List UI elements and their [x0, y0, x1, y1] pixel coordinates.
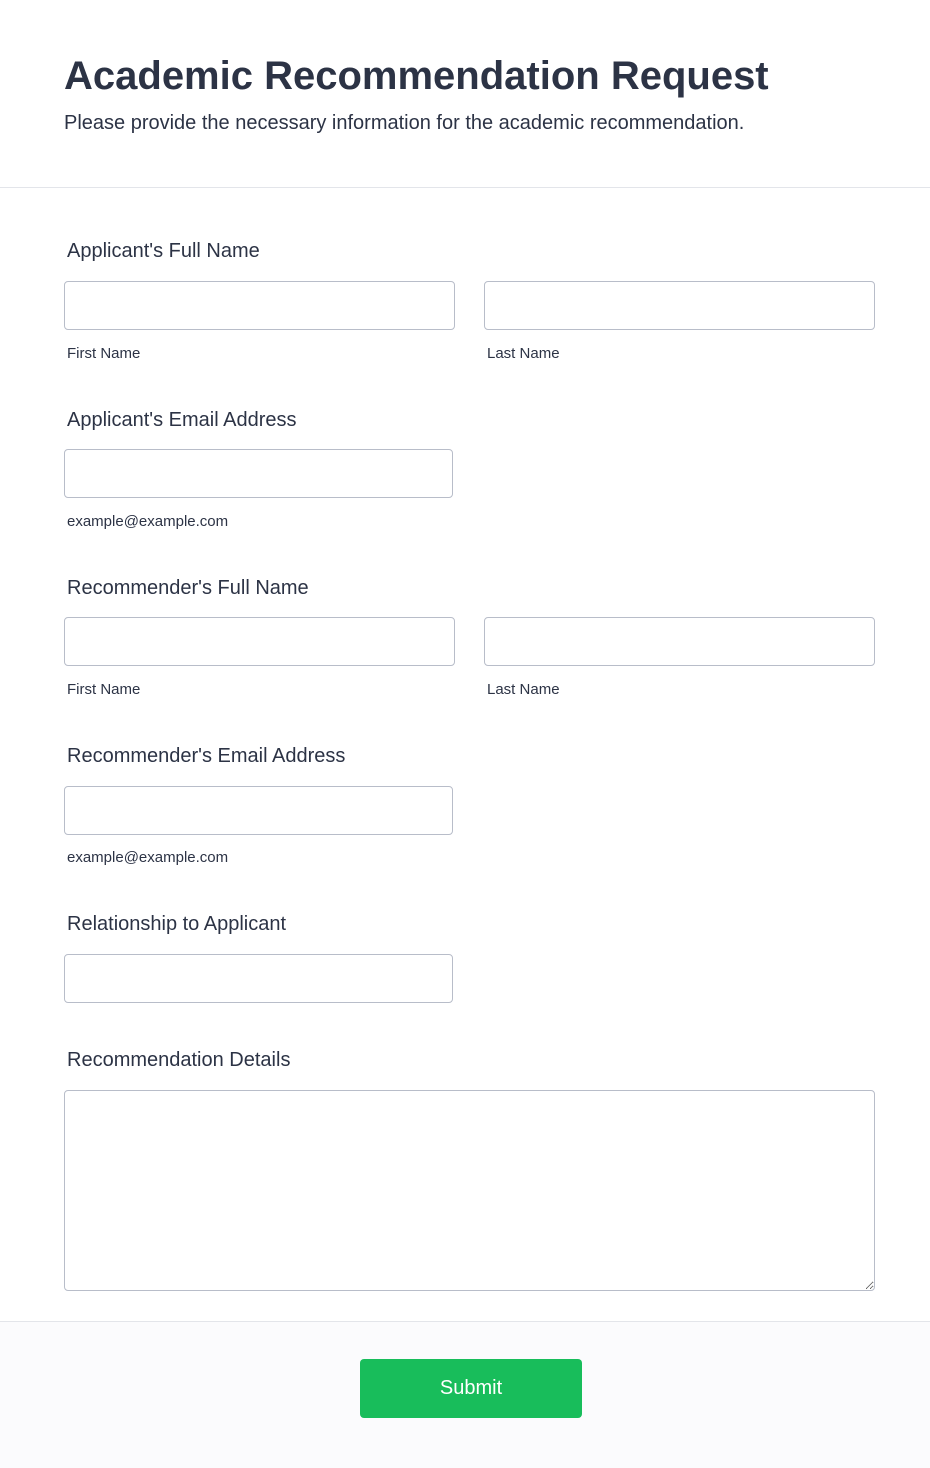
recommender-first-name-input[interactable] — [64, 617, 455, 666]
details-label: Recommendation Details — [67, 1049, 291, 1071]
applicant-email-sublabel: example@example.com — [67, 513, 229, 530]
applicant-first-name-input[interactable] — [64, 281, 455, 330]
recommender-email-input[interactable] — [64, 786, 453, 835]
form-header — [0, 0, 930, 188]
recommender-email-label: Recommender's Email Address — [67, 745, 346, 767]
relationship-input[interactable] — [64, 954, 453, 1003]
applicant-email-label: Applicant's Email Address — [67, 409, 297, 431]
applicant-last-name-sublabel: Last Name — [487, 345, 560, 362]
applicant-last-name-input[interactable] — [484, 281, 875, 330]
details-textarea[interactable] — [64, 1090, 875, 1291]
page-subtitle: Please provide the necessary information for the academic recommendation. — [64, 112, 745, 134]
recommender-last-name-sublabel: Last Name — [487, 681, 560, 698]
applicant-first-name-sublabel: First Name — [67, 345, 141, 362]
recommender-last-name-input[interactable] — [484, 617, 875, 666]
applicant-email-input[interactable] — [64, 449, 453, 498]
recommender-first-name-sublabel: First Name — [67, 681, 141, 698]
recommender-name-label: Recommender's Full Name — [67, 577, 309, 599]
applicant-name-label: Applicant's Full Name — [67, 240, 260, 262]
relationship-label: Relationship to Applicant — [67, 913, 287, 935]
submit-button[interactable]: Submit — [360, 1359, 582, 1418]
page-title: Academic Recommendation Request — [64, 54, 769, 98]
recommender-email-sublabel: example@example.com — [67, 849, 229, 866]
